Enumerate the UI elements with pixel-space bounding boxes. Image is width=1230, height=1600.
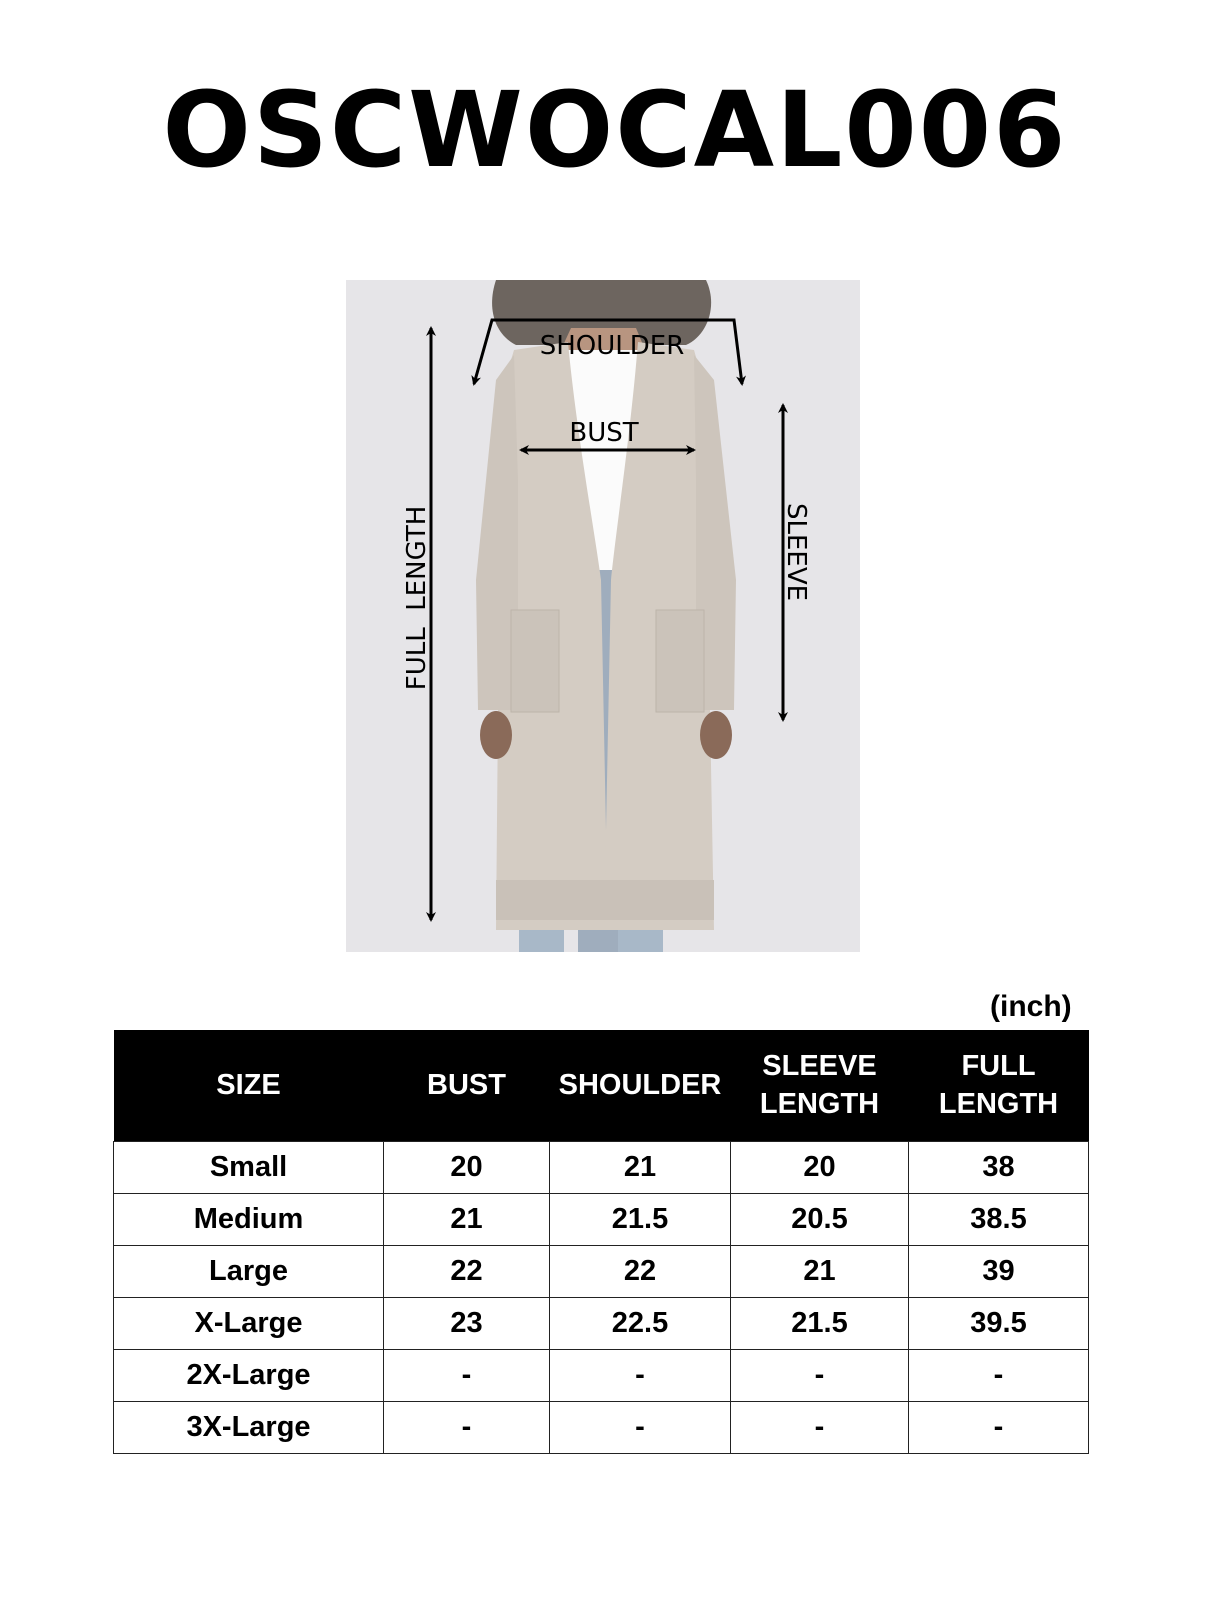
measurement-cell: 21.5	[550, 1194, 731, 1246]
size-name-cell: X-Large	[114, 1298, 384, 1350]
table-row	[114, 1402, 1089, 1454]
full-length-label: FULL LENGTH	[402, 505, 432, 691]
table-row	[114, 1350, 1089, 1402]
measurement-cell: 39.5	[909, 1298, 1089, 1350]
measurement-cell: 39	[909, 1246, 1089, 1298]
table-header-cell: BUST	[384, 1030, 550, 1142]
measurement-cell: -	[384, 1402, 550, 1454]
measurement-cell: 20.5	[731, 1194, 909, 1246]
measurement-cell: -	[550, 1402, 731, 1454]
cardigan-left-pocket	[511, 610, 559, 712]
model-left-hand	[480, 711, 512, 759]
measurement-cell: -	[731, 1350, 909, 1402]
shoulder-label: SHOULDER	[539, 331, 685, 361]
cardigan-measurement-figure	[346, 280, 860, 952]
size-name-cell: 3X-Large	[114, 1402, 384, 1454]
measurement-cell: 20	[731, 1142, 909, 1194]
measurement-cell: -	[550, 1350, 731, 1402]
cardigan-hem	[496, 880, 714, 920]
table-body	[114, 1142, 1089, 1454]
measurement-cell: 38	[909, 1142, 1089, 1194]
size-name-cell: Small	[114, 1142, 384, 1194]
unit-note: (inch)	[990, 990, 1072, 1023]
sleeve-label: SLEEVE	[781, 502, 811, 602]
table-header-cell: SIZE	[114, 1030, 384, 1142]
measurement-cell: 22.5	[550, 1298, 731, 1350]
measurement-cell: 22	[550, 1246, 731, 1298]
page-title: OSCWOCAL006	[162, 69, 1068, 191]
table-header-cell: SLEEVE LENGTH	[731, 1030, 909, 1142]
measurement-cell: 21.5	[731, 1298, 909, 1350]
table-row	[114, 1298, 1089, 1350]
model-right-hand	[700, 711, 732, 759]
measurement-cell: 21	[384, 1194, 550, 1246]
measurement-cell: 22	[384, 1246, 550, 1298]
table-header-row	[114, 1030, 1089, 1142]
measurement-cell: -	[384, 1350, 550, 1402]
table-header-cell: SHOULDER	[550, 1030, 731, 1142]
size-name-cell: 2X-Large	[114, 1350, 384, 1402]
table-header-cell: FULL LENGTH	[909, 1030, 1089, 1142]
cardigan-right-pocket	[656, 610, 704, 712]
measurement-cell: 38.5	[909, 1194, 1089, 1246]
size-chart-table	[113, 1030, 1089, 1454]
bust-label: BUST	[569, 418, 639, 448]
size-name-cell: Medium	[114, 1194, 384, 1246]
table-row	[114, 1246, 1089, 1298]
measurement-cell: -	[909, 1350, 1089, 1402]
measurement-cell: 20	[384, 1142, 550, 1194]
measurement-cell: -	[731, 1402, 909, 1454]
measurement-cell: -	[909, 1402, 1089, 1454]
measurement-cell: 21	[550, 1142, 731, 1194]
table-row	[114, 1194, 1089, 1246]
measurement-cell: 23	[384, 1298, 550, 1350]
table-row	[114, 1142, 1089, 1194]
size-name-cell: Large	[114, 1246, 384, 1298]
measurement-cell: 21	[731, 1246, 909, 1298]
